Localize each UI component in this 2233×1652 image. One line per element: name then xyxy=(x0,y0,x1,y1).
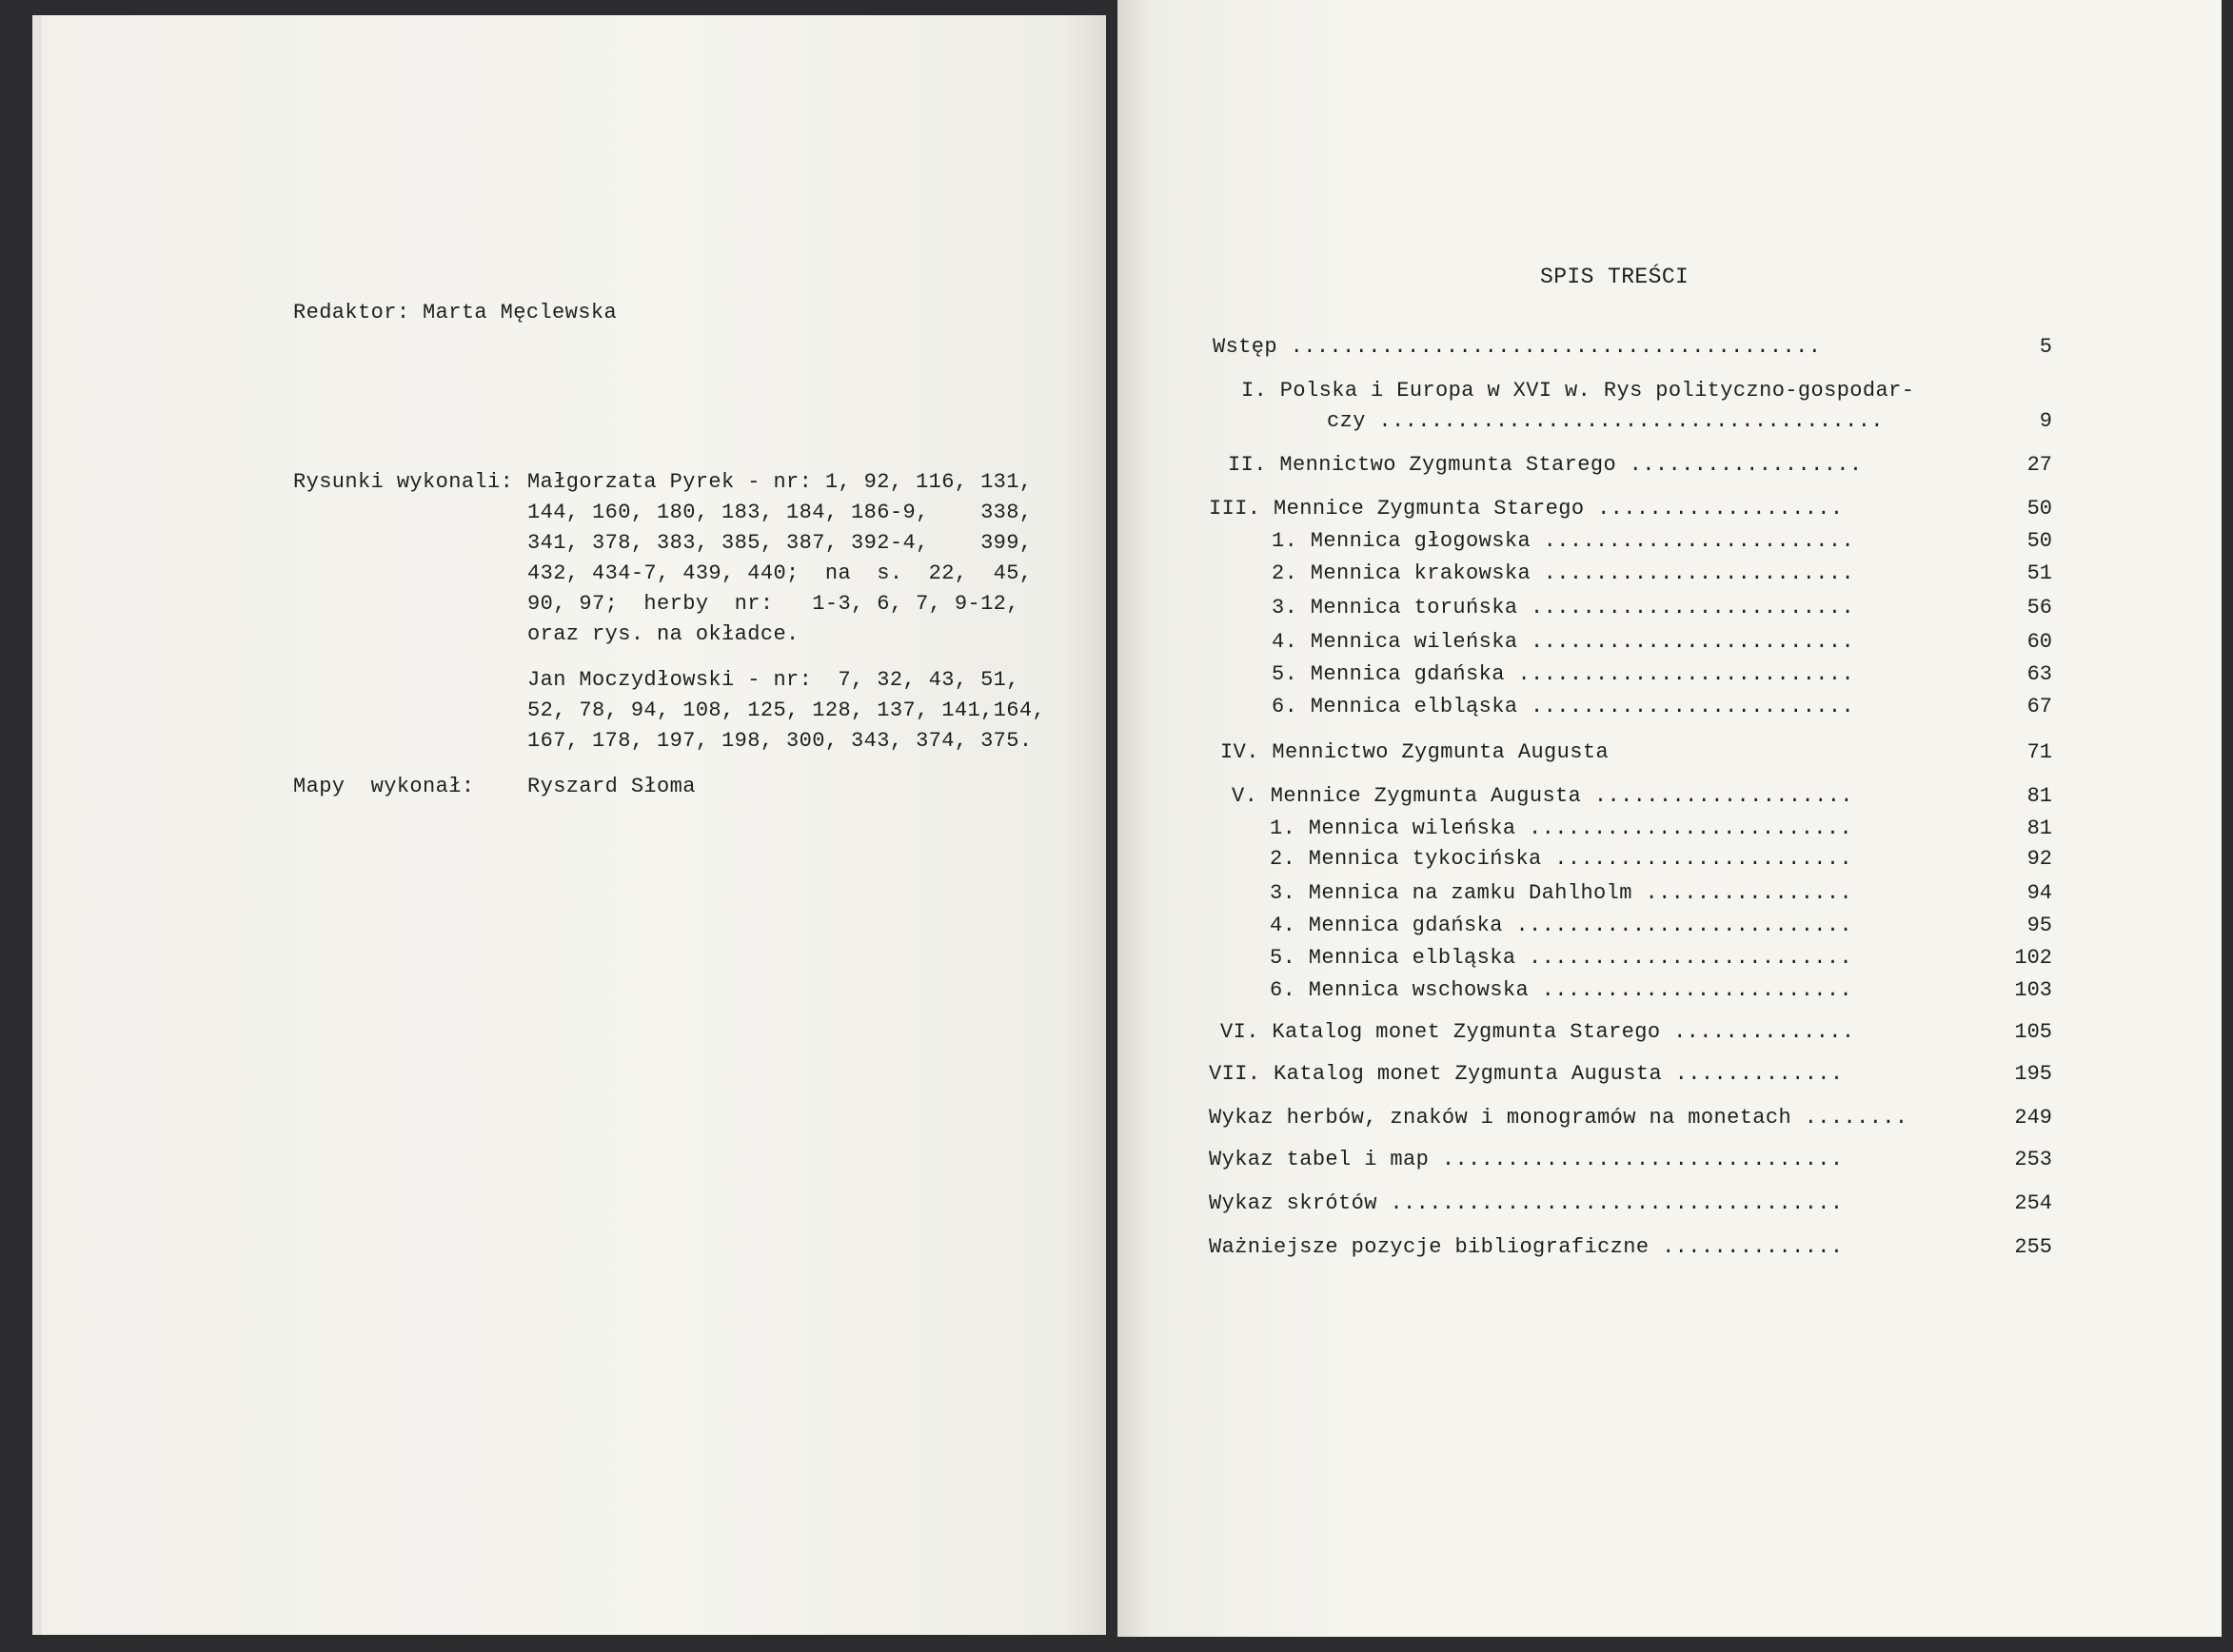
toc-page: 253 xyxy=(2014,1148,2052,1171)
toc-page: 50 xyxy=(2026,497,2052,521)
toc-page: 102 xyxy=(2014,946,2052,970)
toc-page: 92 xyxy=(2026,847,2052,871)
toc-page: 51 xyxy=(2026,561,2052,585)
toc-entry: 3. Mennica na zamku Dahlholm ................ xyxy=(1270,881,1853,905)
toc-entry: 4. Mennica gdańska .......................... xyxy=(1270,914,1853,937)
toc-entry: VI. Katalog monet Zygmunta Starego .............. xyxy=(1220,1020,1855,1044)
toc-page: 27 xyxy=(2026,453,2052,477)
toc-page: 103 xyxy=(2014,978,2052,1002)
toc-page: 9 xyxy=(2039,409,2052,433)
toc-page: 50 xyxy=(2026,529,2052,553)
drawings-line: 90, 97; herby nr: 1-3, 6, 7, 9-12, xyxy=(527,592,1019,616)
toc-entry: 2. Mennica tykocińska ....................... xyxy=(1270,847,1853,871)
toc-entry: Wstęp ......................................... xyxy=(1213,335,1822,359)
toc-entry: V. Mennice Zygmunta Augusta .................... xyxy=(1232,784,1853,808)
left-page xyxy=(32,15,1106,1635)
toc-entry: II. Mennictwo Zygmunta Starego .................. xyxy=(1228,453,1863,477)
toc-page: 94 xyxy=(2026,881,2052,905)
toc-entry: Wykaz herbów, znaków i monogramów na monetach ........ xyxy=(1209,1106,1908,1130)
toc-page: 60 xyxy=(2026,630,2052,654)
toc-entry: 6. Mennica elbląska ......................... xyxy=(1272,695,1855,718)
toc-entry: 1. Mennica wileńska ......................... xyxy=(1270,816,1853,840)
toc-entry: IV. Mennictwo Zygmunta Augusta xyxy=(1220,740,1610,764)
toc-entry: 3. Mennica toruńska ......................... xyxy=(1272,596,1855,620)
toc-entry: 4. Mennica wileńska ......................... xyxy=(1272,630,1855,654)
drawings-line: 167, 178, 197, 198, 300, 343, 374, 375. xyxy=(527,729,1033,753)
toc-page: 5 xyxy=(2039,335,2052,359)
toc-title: SPIS TREŚCI xyxy=(1540,265,1690,289)
toc-page: 195 xyxy=(2014,1062,2052,1086)
drawings-line: 52, 78, 94, 108, 125, 128, 137, 141,164, xyxy=(527,698,1046,722)
toc-page: 95 xyxy=(2026,914,2052,937)
toc-page: 255 xyxy=(2014,1235,2052,1259)
toc-page: 81 xyxy=(2026,784,2052,808)
maps-author: Ryszard Słoma xyxy=(527,775,696,798)
toc-entry: III. Mennice Zygmunta Starego ................... xyxy=(1209,497,1844,521)
right-page xyxy=(1117,0,2222,1637)
drawings-line: Małgorzata Pyrek - nr: 1, 92, 116, 131, xyxy=(527,470,1033,494)
drawings-line: 432, 434-7, 439, 440; na s. 22, 45, xyxy=(527,561,1033,585)
drawings-label: Rysunki wykonali: xyxy=(293,470,514,494)
toc-page: 249 xyxy=(2014,1106,2052,1130)
toc-page: 67 xyxy=(2026,695,2052,718)
toc-entry: Ważniejsze pozycje bibliograficzne .............. xyxy=(1209,1235,1844,1259)
toc-entry: 2. Mennica krakowska ........................ xyxy=(1272,561,1855,585)
toc-entry: I. Polska i Europa w XVI w. Rys polityczno-gospodar- xyxy=(1241,379,1915,403)
drawings-line: 341, 378, 383, 385, 387, 392-4, 399, xyxy=(527,531,1033,555)
toc-entry: 5. Mennica elbląska ......................... xyxy=(1270,946,1853,970)
toc-page: 81 xyxy=(2026,816,2052,840)
toc-page: 105 xyxy=(2014,1020,2052,1044)
toc-entry: Wykaz skrótów ................................... xyxy=(1209,1191,1844,1215)
toc-page: 63 xyxy=(2026,662,2052,686)
toc-entry: VII. Katalog monet Zygmunta Augusta ............. xyxy=(1209,1062,1844,1086)
drawings-line: oraz rys. na okładce. xyxy=(527,622,800,646)
toc-page: 71 xyxy=(2026,740,2052,764)
toc-entry: 6. Mennica wschowska ........................ xyxy=(1270,978,1853,1002)
toc-entry: 5. Mennica gdańska .......................... xyxy=(1272,662,1855,686)
toc-page: 254 xyxy=(2014,1191,2052,1215)
drawings-line: 144, 160, 180, 183, 184, 186-9, 338, xyxy=(527,501,1033,524)
toc-entry: czy ....................................... xyxy=(1327,409,1884,433)
editor-credit: Redaktor: Marta Męclewska xyxy=(293,301,618,324)
toc-entry: Wykaz tabel i map ............................... xyxy=(1209,1148,1844,1171)
toc-entry: 1. Mennica głogowska ........................ xyxy=(1272,529,1855,553)
maps-label: Mapy wykonał: xyxy=(293,775,475,798)
drawings-line: Jan Moczydłowski - nr: 7, 32, 43, 51, xyxy=(527,668,1019,692)
toc-page: 56 xyxy=(2026,596,2052,620)
